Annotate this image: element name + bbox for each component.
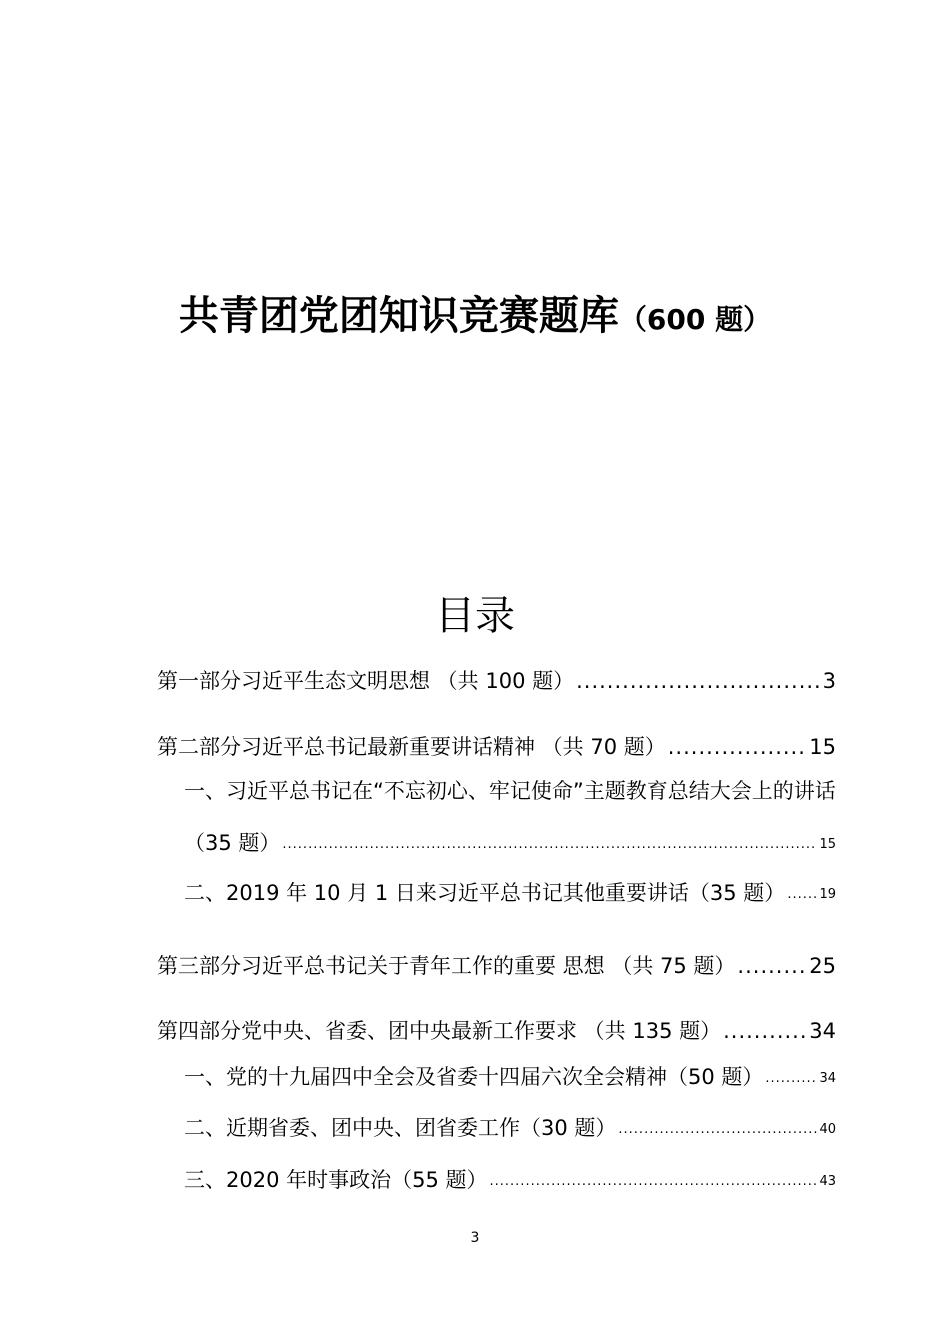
toc-entry-part-2-section-2[interactable] <box>184 878 836 908</box>
toc-entry-page: 25 <box>809 954 836 978</box>
toc-leader <box>576 666 821 696</box>
toc-entry-page: 3 <box>822 669 836 693</box>
toc-entry-page: 40 <box>819 1122 836 1137</box>
toc-leader <box>787 886 817 908</box>
toc-entry-part-4-section-3[interactable] <box>184 1165 836 1195</box>
toc-entry-page: 19 <box>819 887 836 902</box>
toc-entry-label: 二、近期省委、团中央、团省委工作（30 题） <box>184 1116 617 1140</box>
toc-entry-part-4[interactable] <box>157 1016 836 1046</box>
toc-entry-label: （35 题） <box>184 831 281 855</box>
toc-leader <box>737 951 807 981</box>
toc-entry-label: 第四部分党中央、省委、团中央最新工作要求 （共 135 题） <box>157 1019 722 1043</box>
toc-entry-part-1[interactable] <box>157 666 836 696</box>
toc-leader <box>765 1070 817 1092</box>
toc-entry-label: 二、2019 年 10 月 1 日来习近平总书记其他重要讲话（35 题） <box>184 881 786 905</box>
toc-leader <box>618 1121 817 1143</box>
toc-leader <box>723 1016 807 1046</box>
toc-entry-part-4-section-2[interactable] <box>184 1113 836 1143</box>
toc-entry-label: 一、党的十九届四中全会及省委十四届六次全会精神（50 题） <box>184 1065 764 1089</box>
toc-leader <box>490 1173 818 1195</box>
toc-entry-part-4-section-1[interactable] <box>184 1062 836 1092</box>
page-number: 3 <box>470 1230 480 1246</box>
document-title-main: 共青团党团知识竞赛题库 <box>178 293 619 339</box>
toc-entry-page: 43 <box>819 1174 836 1189</box>
toc-entry-part-2-section-1-line-1[interactable]: 一、习近平总书记在“不忘初心、牢记使命”主题教育总结大会上的讲话 <box>184 779 836 803</box>
toc-leader <box>668 732 808 762</box>
toc-entry-label: 三、2020 年时事政治（55 题） <box>184 1168 488 1192</box>
document-title-count: （600 题） <box>618 303 772 336</box>
toc-entry-part-2-section-1[interactable] <box>184 828 836 858</box>
toc-entry-page: 34 <box>809 1019 836 1043</box>
toc-entry-part-2[interactable] <box>157 732 836 762</box>
toc-entry-page: 15 <box>809 735 836 759</box>
document-title <box>0 286 950 350</box>
toc-entry-page: 34 <box>819 1071 836 1086</box>
toc-entry-page: 15 <box>819 837 836 852</box>
toc-entry-label: 第一部分习近平生态文明思想 （共 100 题） <box>157 669 575 693</box>
toc-leader <box>282 836 817 858</box>
toc-entry-label: 第二部分习近平总书记最新重要讲话精神 （共 70 题） <box>157 735 666 759</box>
toc-entry-part-3[interactable] <box>157 951 836 981</box>
toc-heading: 目录 <box>435 593 515 639</box>
toc-entry-label: 第三部分习近平总书记关于青年工作的重要 思想 （共 75 题） <box>157 954 736 978</box>
